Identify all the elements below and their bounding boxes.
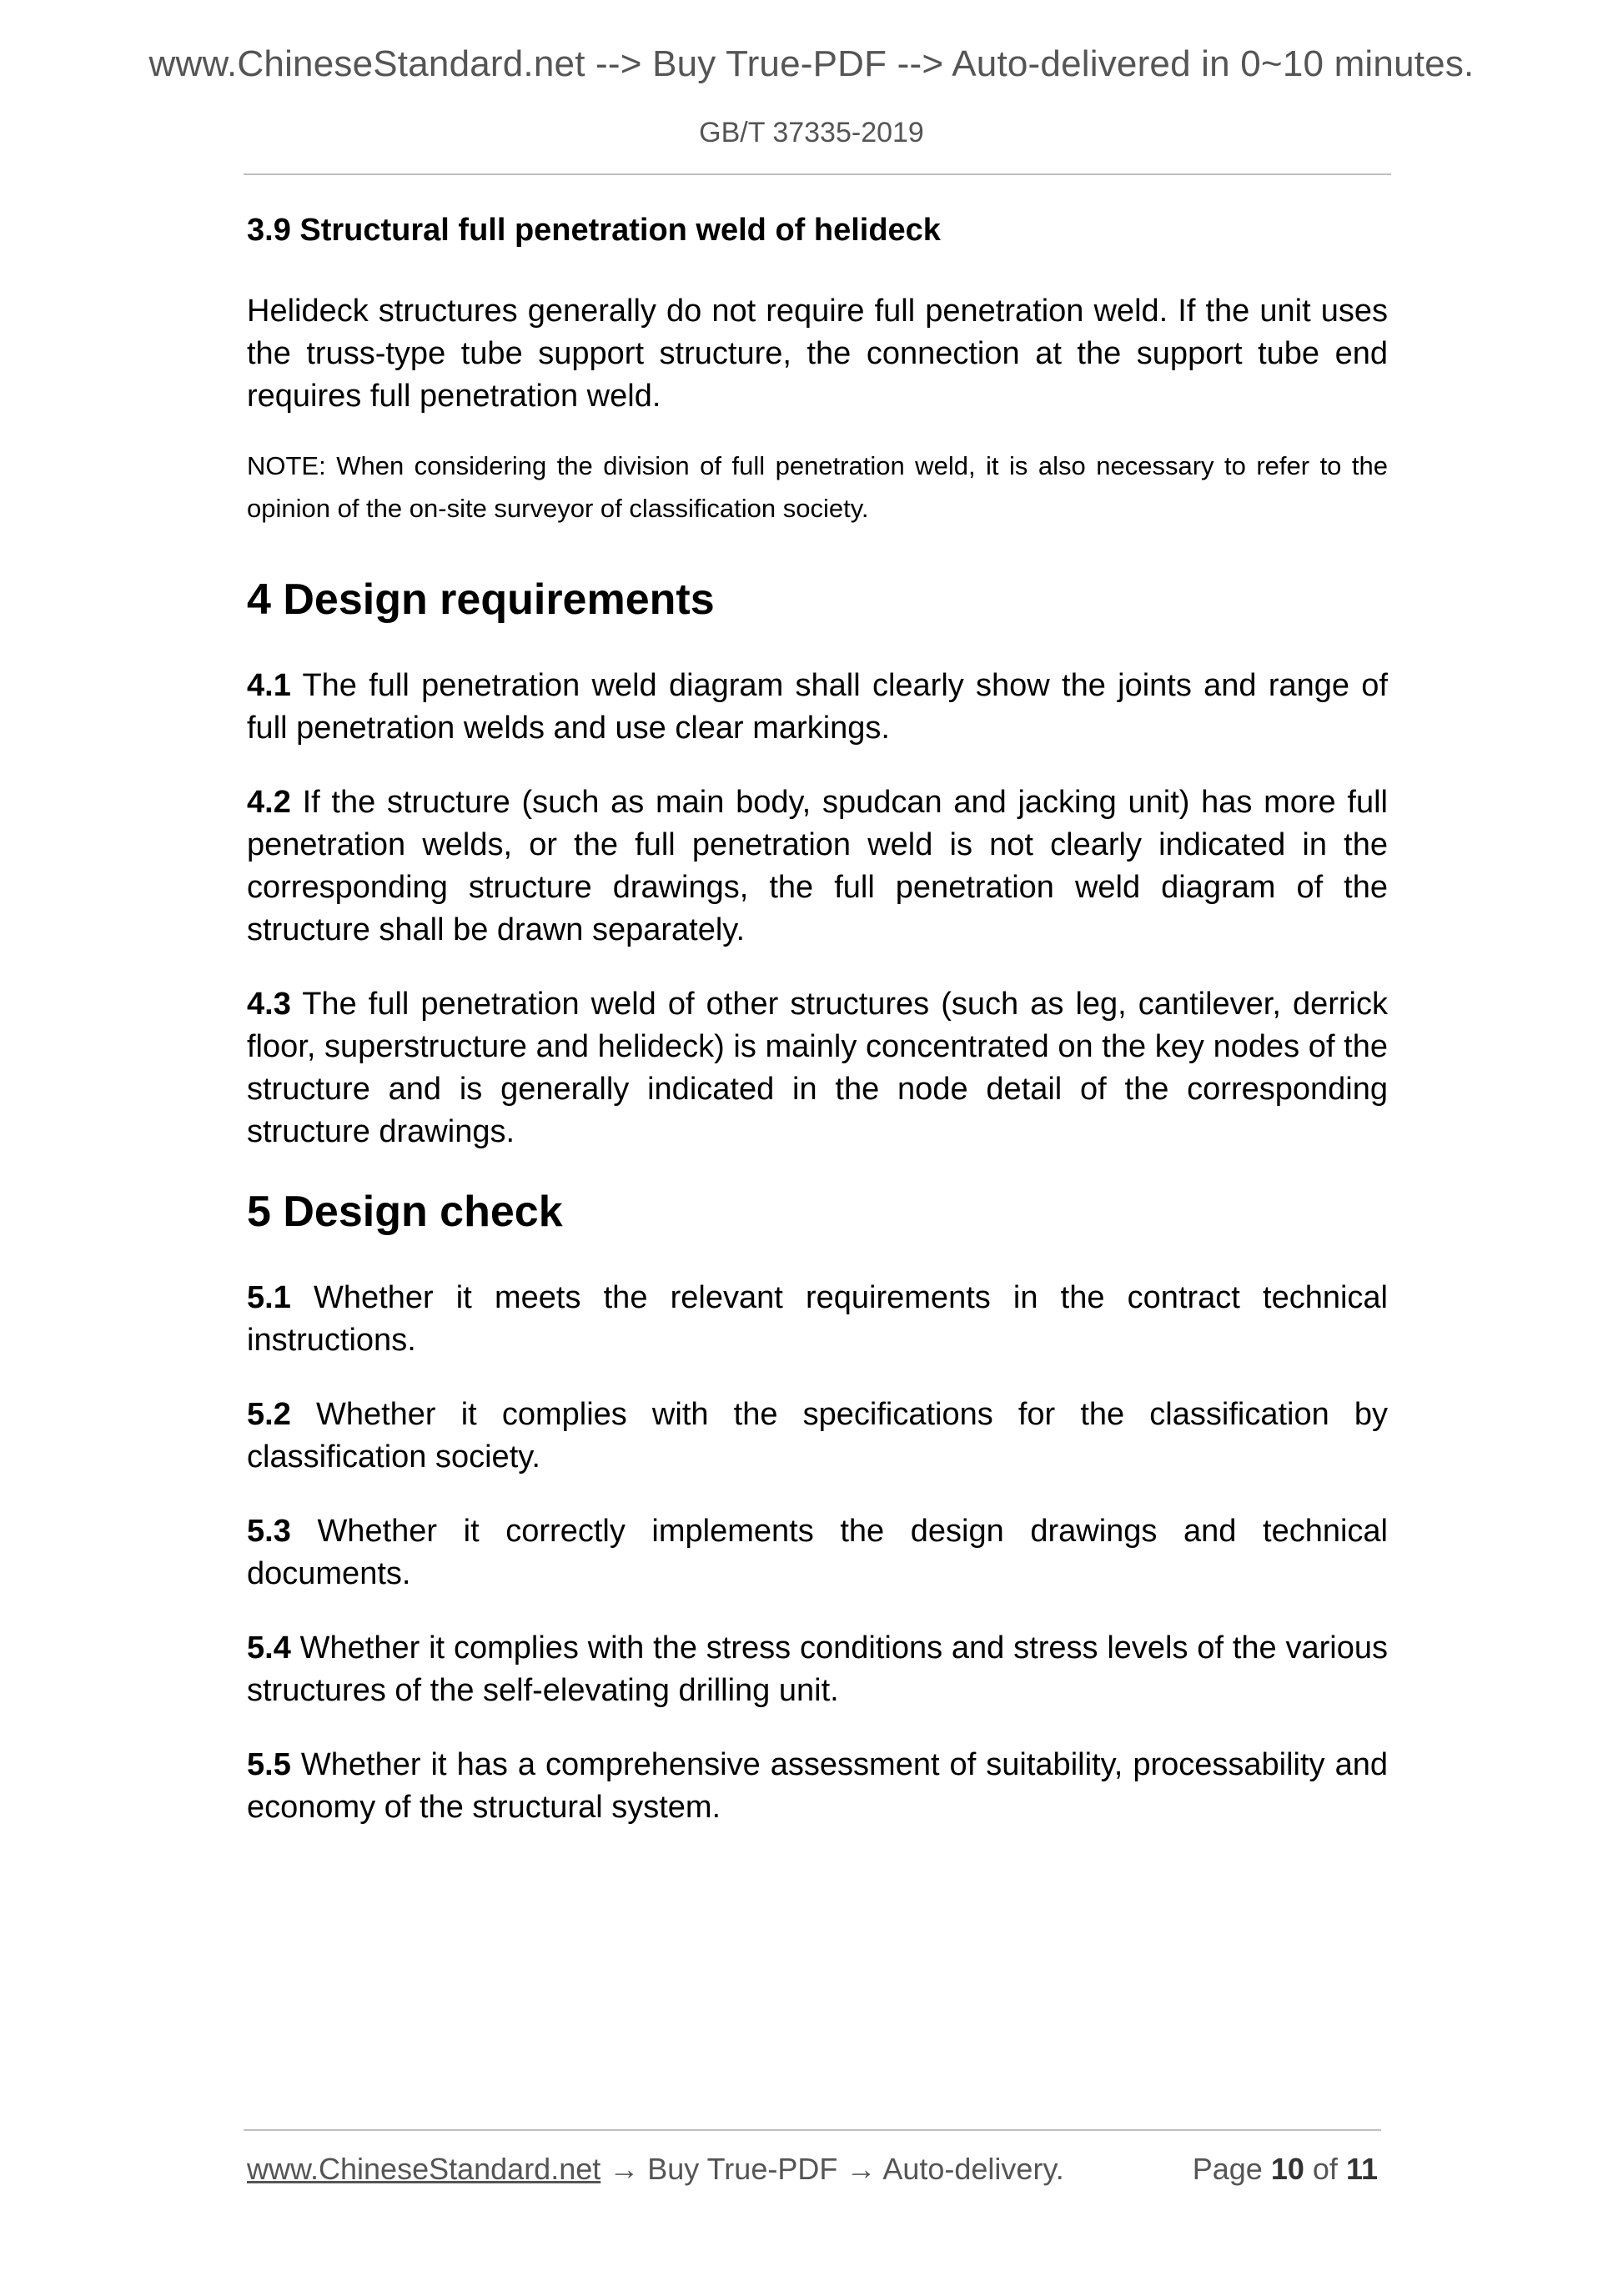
- clause-text: If the structure (such as main body, spudcan and jacking unit) has more full penetration welds, or the full penetration weld is not clearly indicated in the corresponding structure drawings, the full penetration weld diagram of the structure shall be drawn separately.: [247, 785, 1388, 947]
- header-divider: [244, 173, 1391, 175]
- clause-5-2: [247, 1394, 1388, 1479]
- clause-number: 5.1: [247, 1280, 291, 1315]
- clause-number: 4.3: [247, 987, 291, 1022]
- section-5-title: 5 Design check: [247, 1188, 563, 1236]
- page-word: Page: [1192, 2152, 1263, 2186]
- clause-5-3: [247, 1510, 1388, 1595]
- clause-3-9-note: NOTE: When considering the division of full penetration weld, it is also necessary to refer to the opinion of the on-site surveyor of classification society.: [247, 451, 1388, 523]
- page-indicator: [1193, 2150, 1378, 2188]
- footer-tagline: → Buy True-PDF → Auto-delivery.: [609, 2152, 1064, 2186]
- clause-5-4: [247, 1627, 1388, 1712]
- page-footer: [247, 2150, 1378, 2188]
- page-current: 10: [1270, 2152, 1304, 2186]
- clause-3-9-text: Helideck structures generally do not require full penetration weld. If the unit uses the truss-type tube support structure, the connection at the support tube end requires full penetration weld.: [247, 294, 1388, 414]
- clause-5-5: [247, 1744, 1388, 1829]
- clause-text: The full penetration weld of other structures (such as leg, cantilever, derrick floor, superstructure and helideck) is mainly concentrated on the key nodes of the structure and is generally indicated in the node detail of the corresponding structure drawings.: [247, 987, 1388, 1149]
- clause-text: The full penetration weld diagram shall clearly show the joints and range of full penetration welds and use clear markings.: [247, 668, 1388, 746]
- clause-text: Whether it has a comprehensive assessment of suitability, processability and economy of the structural system.: [247, 1747, 1388, 1825]
- clause-3-9-title: 3.9 Structural full penetration weld of helideck: [247, 213, 941, 248]
- clause-4-3: [247, 983, 1388, 1153]
- of-word: of: [1312, 2152, 1338, 2186]
- header-banner: www.ChineseStandard.net --> Buy True-PDF --> Auto-delivered in 0~10 minutes.: [148, 43, 1475, 84]
- clause-number: 5.4: [247, 1630, 291, 1665]
- clause-text: Whether it complies with the stress conditions and stress levels of the various structures of the self-elevating drilling unit.: [247, 1630, 1388, 1708]
- clause-5-1: [247, 1277, 1388, 1362]
- clause-number: 4.1: [247, 668, 291, 703]
- clause-4-2: [247, 781, 1388, 952]
- clause-text: Whether it meets the relevant requirements in the contract technical instructions.: [247, 1280, 1388, 1358]
- clause-number: 5.3: [247, 1514, 291, 1549]
- clause-number: 5.5: [247, 1747, 291, 1782]
- page-total: 11: [1345, 2152, 1378, 2186]
- clause-4-1: [247, 665, 1388, 750]
- section-4-title: 4 Design requirements: [247, 575, 715, 624]
- clause-text: Whether it complies with the specifications for the classification by classification society.: [247, 1397, 1388, 1475]
- clause-text: Whether it correctly implements the design drawings and technical documents.: [247, 1514, 1388, 1591]
- footer-site-link[interactable]: www.ChineseStandard.net: [247, 2152, 601, 2186]
- standard-number: GB/T 37335-2019: [699, 117, 924, 148]
- clause-number: 5.2: [247, 1397, 291, 1432]
- footer-divider: [244, 2129, 1381, 2131]
- document-body: [247, 208, 1388, 1861]
- clause-number: 4.2: [247, 785, 291, 820]
